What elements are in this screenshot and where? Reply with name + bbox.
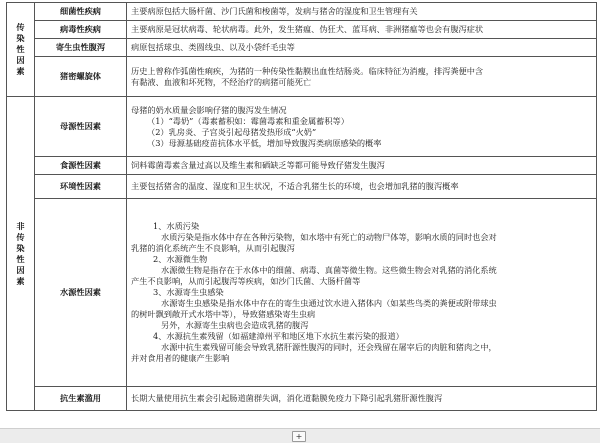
- desc-environment: 主要包括猪舍的温度、湿度和卫生状况，不适合乳猪生长的环境，也会增加乳猪的腹泻概率: [127, 175, 597, 199]
- table-row-environment: [7, 175, 597, 199]
- factor-parasitic: 寄生虫性腹泻: [35, 39, 127, 57]
- group-label-infectious: 传 染 性 因 素: [7, 3, 35, 97]
- desc-antibiotic: 长期大量使用抗生素会引起肠道菌群失调，消化道黏膜免疫力下降引起乳猪肝源性腹泻: [127, 387, 597, 411]
- factor-spirochete: 猪密螺旋体: [35, 57, 127, 97]
- desc-viral: 主要病原是冠状病毒、轮状病毒。此外，发生猪瘟、伪狂犬、蓝耳病、非洲猪瘟等也会有腹泻症状: [127, 21, 597, 39]
- table-row-maternal: [7, 97, 597, 157]
- table-row-water: [7, 199, 597, 387]
- table-row-bacterial: [7, 3, 597, 21]
- expand-button[interactable]: +: [292, 431, 306, 442]
- desc-maternal: 母猪的奶水质量会影响仔猪的腹泻发生情况 （1）“毒奶”（毒素蓄积如：霉菌毒素和重金属蓄积等） （2）乳房炎、子宫炎引起母猪发热形成“火奶” （3）母源基础疫苗抗体水平低，增加导致腹泻类病原感染的概率: [127, 97, 597, 157]
- desc-spirochete: 历史上曾称作弧菌性痢疾，为猪的一种传染性黏膜出血性结肠炎。临床特征为消瘦，排泻粪便中含 有黏液、血液和坏死物，不经治疗的病猪可能死亡: [127, 57, 597, 97]
- table-row-feed: [7, 157, 597, 175]
- group-label-noninfectious: 非 传 染 性 因 素: [7, 97, 35, 411]
- desc-feed: 饲料霉菌毒素含量过高以及维生素和硒缺乏等都可能导致仔猪发生腹泻: [127, 157, 597, 175]
- factor-feed: 食源性因素: [35, 157, 127, 175]
- factor-environment: 环境性因素: [35, 175, 127, 199]
- factor-water: 水源性因素: [35, 199, 127, 387]
- table-row-parasitic: [7, 39, 597, 57]
- viewer-bottom-bar: [0, 428, 600, 443]
- desc-water: 1、水质污染 水质污染是指水体中存在各种污染物，如水塔中有死亡的动物尸体等，影响水质的同时也会对 乳猪的消化系统产生不良影响，从而引起腹泻 2、水源微生物 水源微生物是指存在于水体中的细菌、病毒、真菌等微生物。这些微生物会对乳猪的消化系统 产生不良影响，从而引起腹泻等疾病，如沙门氏菌、大肠杆菌等 3、水源寄生虫感染 水源寄生虫感染是指水体中存在的寄生虫通过饮水进入猪体内（如某些鸟类的粪便或附带球虫 的树叶飘到敞开式水塔中等），导致猪感染寄生虫病 另外，水源寄生虫病也会造成乳猪的腹泻 4、水源抗生素残留（如福建漳州平和地区地下水抗生素污染的报道） 水源中抗生素残留可能会导致乳猪肝源性腹泻的同时，还会残留在屠宰后的肉脏和猪肉之中， 并对食用者的健康产生影响: [127, 199, 597, 387]
- factor-bacterial: 细菌性疾病: [35, 3, 127, 21]
- diarrhea-factors-table: [6, 2, 597, 411]
- desc-parasitic: 病原包括球虫、类圆线虫、以及小袋纤毛虫等: [127, 39, 597, 57]
- desc-bacterial: 主要病原包括大肠杆菌、沙门氏菌和梭菌等，发病与猪舍的湿度和卫生管理有关: [127, 3, 597, 21]
- table-row-antibiotic: [7, 387, 597, 411]
- factor-viral: 病毒性疾病: [35, 21, 127, 39]
- table-row-spirochete: [7, 57, 597, 97]
- factor-antibiotic: 抗生素滥用: [35, 387, 127, 411]
- factor-maternal: 母源性因素: [35, 97, 127, 157]
- table-row-viral: [7, 21, 597, 39]
